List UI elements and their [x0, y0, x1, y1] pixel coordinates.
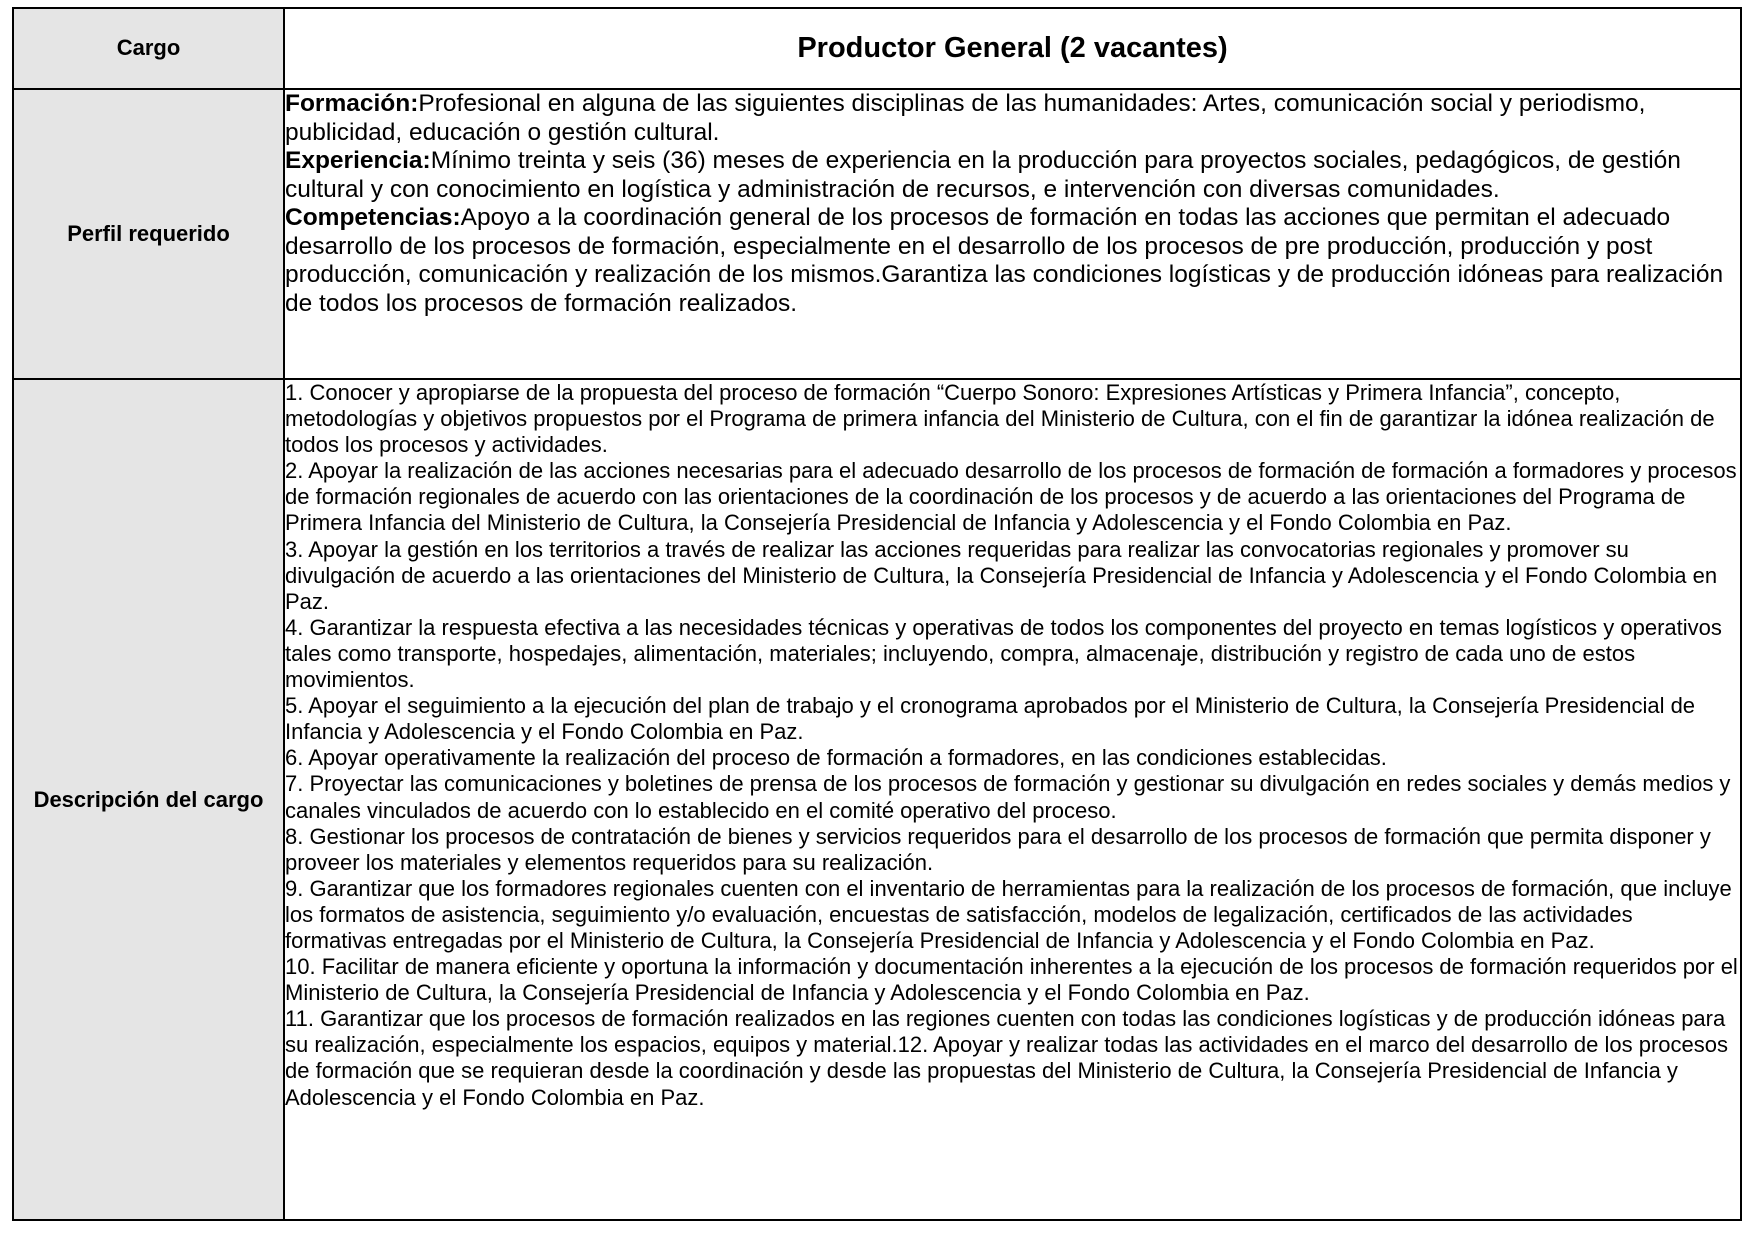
list-item: 4. Garantizar la respuesta efectiva a las necesidades técnicas y operativas de todos los componentes del proyecto en temas logísticos y operativos tales como transporte, hospedajes, alimentación, materiales; incluyendo, compra, almacenaje, distribución y registro de cada uno de estos movimientos.: [285, 614, 1722, 693]
job-description-table: [12, 7, 1742, 1221]
list-item: 7. Proyectar las comunicaciones y boletines de prensa de los procesos de formación y gestionar su divulgación en redes sociales y demás medios y canales vinculados de acuerdo con lo establecido en el comité operativo del proceso.: [285, 771, 1731, 823]
formacion-label: Formación:: [285, 90, 419, 117]
formacion-text: Profesional en alguna de las siguientes disciplinas de las humanidades: Artes, comunicación social y periodismo, publicidad, educación o gestión cultural.: [285, 90, 1646, 146]
experiencia-text: Mínimo treinta y seis (36) meses de experiencia en la producción para proyectos sociales, pedagógicos, de gestión cultural y con conocimiento en logística y administración de recursos, e intervención con diversas comunidades.: [285, 147, 1681, 203]
competencias-text: Apoyo a la coordinación general de los procesos de formación en todas las acciones que permitan el adecuado desarrollo de los procesos de formación, especialmente en el desarrollo de los procesos de pre producción, producción y post producción, comunicación y realización de los mismos.Garantiza las condiciones logísticas y de producción idóneas para realización de todos los procesos de formación realizados.: [285, 204, 1724, 317]
list-item: 3. Apoyar la gestión en los territorios a través de realizar las acciones requeridas para realizar las convocatorias regionales y promover su divulgación de acuerdo a las orientaciones del Ministerio de Cultura, la Consejería Presidencial de Infancia y Adolescencia y el Fondo Colombia en Paz.: [285, 536, 1718, 614]
perfil-row: [13, 89, 1741, 379]
list-item: 10. Facilitar de manera eficiente y oportuna la información y documentación inherentes a la ejecución de los procesos de formación requeridos por el Ministerio de Cultura, la Consejería Presidencial de Infancia y Adolescencia y el Fondo Colombia en Paz.: [285, 954, 1738, 1006]
list-item: 1. Conocer y apropiarse de la propuesta del proceso de formación “Cuerpo Sonoro: Expresiones Artísticas y Primera Infancia”, concepto, metodologías y objetivos propuestos por el Programa de primera infancia del Ministerio de Cultura, con el fin de garantizar la idónea realización de todos los procesos y actividades.: [285, 380, 1715, 458]
perfil-content: [284, 89, 1741, 379]
descripcion-content: [284, 379, 1741, 1220]
competencias-paragraph: [285, 204, 1740, 318]
cargo-label: Cargo: [13, 8, 284, 89]
list-item: 9. Garantizar que los formadores regionales cuenten con el inventario de herramientas para la realización de los procesos de formación, que incluye los formatos de asistencia, seguimiento y/o evaluación, encuestas de satisfacción, modelos de legalización, certificados de las actividades formativas entregadas por el Ministerio de Cultura, la Consejería Presidencial de Infancia y Adolescencia y el Fondo Colombia en Paz.: [285, 875, 1732, 953]
cargo-row: [13, 8, 1741, 89]
descripcion-row: [13, 379, 1741, 1220]
descripcion-label: Descripción del cargo: [13, 379, 284, 1220]
experiencia-label: Experiencia:: [285, 147, 431, 174]
job-title: Productor General (2 vacantes): [284, 8, 1741, 89]
experiencia-paragraph: [285, 147, 1740, 204]
formacion-paragraph: [285, 90, 1740, 147]
list-item: 11. Garantizar que los procesos de formación realizados en las regiones cuenten con todas las condiciones logísticas y de producción idóneas para su realización, especialmente los espacios, equipos y material.12. Apoyar y realizar todas las actividades en el marco del desarrollo de los procesos de formación que se requieran desde la coordinación y desde las propuestas del Ministerio de Cultura, la Consejería Presidencial de Infancia y Adolescencia y el Fondo Colombia en Paz.: [285, 1006, 1728, 1110]
competencias-label: Competencias:: [285, 204, 461, 231]
perfil-label: Perfil requerido: [13, 89, 284, 379]
list-item: 8. Gestionar los procesos de contratación de bienes y servicios requeridos para el desarrollo de los procesos de formación que permita disponer y proveer los materiales y elementos requeridos para su realización.: [285, 823, 1711, 875]
list-item: 5. Apoyar el seguimiento a la ejecución del plan de trabajo y el cronograma aprobados por el Ministerio de Cultura, la Consejería Presidencial de Infancia y Adolescencia y el Fondo Colombia en Paz.: [285, 693, 1696, 745]
list-item: 6. Apoyar operativamente la realización del proceso de formación a formadores, en las condiciones establecidas.: [285, 745, 1387, 771]
list-item: 2. Apoyar la realización de las acciones necesarias para el adecuado desarrollo de los procesos de formación de formación a formadores y procesos de formación regionales de acuerdo con las orientaciones de la coordinación de los procesos y de acuerdo a las orientaciones del Programa de Primera Infancia del Ministerio de Cultura, la Consejería Presidencial de Infancia y Adolescencia y el Fondo Colombia en Paz.: [285, 458, 1737, 536]
